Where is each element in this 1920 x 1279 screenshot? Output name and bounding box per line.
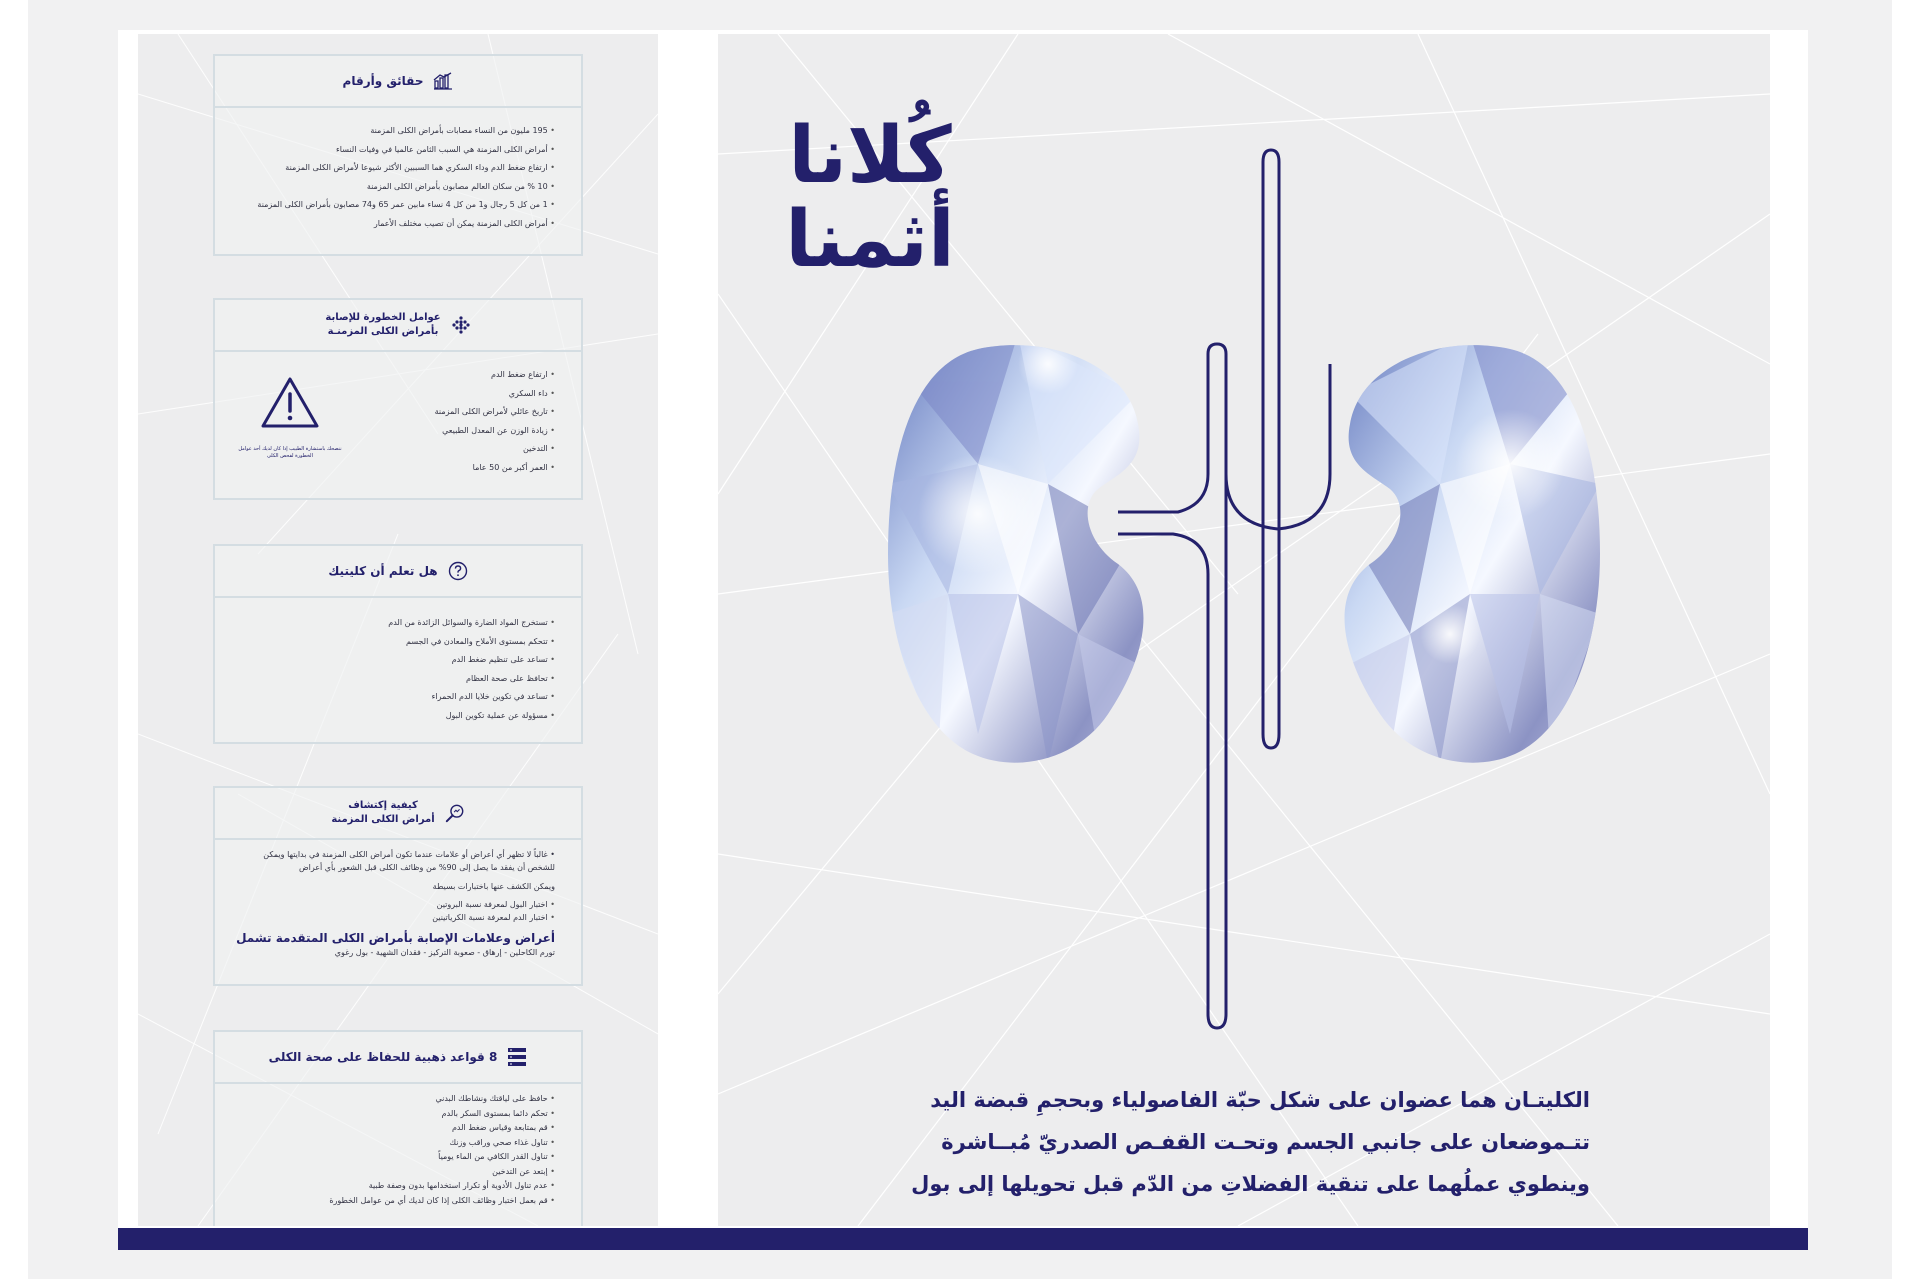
list-item: • حافظ على لياقتك ونشاطك البدني — [235, 1092, 555, 1107]
list-item: • إبتعد عن التدخين — [235, 1165, 555, 1180]
risk-body — [215, 352, 581, 491]
list-item: • أمراض الكلى المزمنة يمكن أن تصيب مختلف الأعمار — [235, 215, 555, 234]
detect-paragraph: • غالباً لا تظهر أي أعراض أو علامات عندما تكون أمراض الكلى المزمنة في بدايتها ويمكن للشخص أن يفقد ما يصل إلى 90% من وظائف الكلى قبل الشعور بأي أعراض — [263, 850, 555, 872]
list-rows-icon — [507, 1047, 527, 1067]
cover-panel — [718, 34, 1770, 1226]
detection-card — [213, 786, 583, 986]
detect-title-line1: كيفية إكتشاف — [348, 800, 418, 811]
risk-title — [325, 311, 440, 339]
brochure-description — [870, 1079, 1590, 1205]
description-line: تتـموضعان على جانبي الجسم وتحـت القفـص الصدريّ مُبــاشرة — [941, 1130, 1590, 1154]
detect-title-line2: أمراض الكلى المزمنة — [331, 814, 435, 825]
list-item: • العمر أكبر من 50 عاما — [345, 459, 555, 478]
know-title: هل تعلم أن كليتيك — [328, 564, 438, 578]
list-item: • زيادة الوزن عن المعدل الطبيعي — [345, 422, 555, 441]
bottom-accent-bar — [118, 1228, 1808, 1250]
right-kidney — [1330, 324, 1610, 784]
logo-line2: أثمنا — [785, 195, 955, 285]
list-item: • اختبار الدم لمعرفة نسبة الكرياتينين — [235, 911, 555, 924]
symptoms-heading: أعراض وعلامات الإصابة بأمراض الكلى المتقدمة تشمل — [236, 931, 555, 945]
list-item: • 1 من كل 5 رجال و1 من كل 4 نساء مابين عمر 65 و74 مصابون بأمراض الكلى المزمنة — [235, 196, 555, 215]
list-item: • ارتفاع ضغط الدم وداء السكري هما السببين الأكثر شيوعا لأمراض الكلى المزمنة — [235, 159, 555, 178]
info-panel — [138, 34, 658, 1226]
list-item: • مسؤولة عن عملية تكوين البول — [235, 707, 555, 726]
risk-factors-card — [213, 298, 583, 500]
did-you-know-card — [213, 544, 583, 744]
detect-paragraph2 — [235, 880, 555, 893]
rules-card-header — [215, 1032, 581, 1084]
risk-card-header — [215, 300, 581, 352]
know-body — [215, 598, 581, 739]
facts-title: حقائق وأرقام — [342, 74, 424, 88]
list-item: • تاريخ عائلي لأمراض الكلى المزمنة — [345, 403, 555, 422]
list-item: • أمراض الكلى المزمنة هي السبب الثامن عالميا في وفيات النساء — [235, 141, 555, 160]
list-item: • تساعد في تكوين خلايا الدم الحمراء — [235, 688, 555, 707]
list-item: • اختبار البول لمعرفة نسبة البروتين — [235, 898, 555, 911]
list-item: • تحكم دائما بمستوى السكر بالدم — [235, 1107, 555, 1122]
list-item: • تحافظ على صحة العظام — [235, 670, 555, 689]
risk-title-line1: عوامل الخطورة للإصابة — [325, 312, 441, 323]
rules-title: 8 قواعد ذهبية للحفاظ على صحة الكلى — [268, 1050, 498, 1064]
bar-chart-icon — [433, 71, 453, 91]
list-item: • تساعد على تنظيم ضغط الدم — [235, 651, 555, 670]
kidneys-illustration — [718, 34, 1770, 1034]
risk-title-line2: بأمراض الكلى المزمنـة — [327, 326, 439, 337]
warning-triangle-icon — [260, 423, 320, 432]
symptoms-text: تورم الكاحلين - إرهاق - صعوبة التركيز - فقدان الشهية - بول رغوي — [334, 948, 555, 957]
detect-para2: ويمكن الكشف عنها باختبارات بسيطة — [432, 882, 555, 891]
description-line: الكليتـان هما عضوان على شكل حبّة الفاصولياء وبحجمِ قبضة اليد — [930, 1088, 1590, 1112]
detect-title — [331, 799, 434, 827]
warning-box — [235, 366, 345, 477]
rules-body — [215, 1084, 581, 1222]
list-item: • 10 % من سكان العالم مصابون بأمراض الكلى المزمنة — [235, 178, 555, 197]
know-card-header — [215, 546, 581, 598]
list-item: • تناول القدر الكافي من الماء يومياً — [235, 1150, 555, 1165]
list-item: • التدخين — [345, 440, 555, 459]
golden-rules-card — [213, 1030, 583, 1226]
left-kidney — [878, 324, 1158, 784]
list-item: • 195 مليون من النساء مصابات بأمراض الكلى المزمنة — [235, 122, 555, 141]
detect-body — [215, 840, 581, 973]
list-item: • قم بعمل اختبار وظائف الكلى إذا كان لديك أي من عوامل الخطورة — [235, 1194, 555, 1209]
facts-body — [215, 108, 581, 247]
detect-card-header — [215, 788, 581, 840]
logo-line1: كُلانا — [788, 111, 952, 201]
facts-card — [213, 54, 583, 256]
description-line: وينطوي عملُهما على تنقية الفضلاتِ من الدّم قبل تحويلها إلى بول — [911, 1172, 1590, 1196]
list-item: • تناول غذاء صحي وراقب وزنك — [235, 1136, 555, 1151]
detect-para1: غالباً لا تظهر أي أعراض أو علامات عندما تكون أمراض الكلى المزمنة في بدايتها ويمكن للشخص أن يفقد ما يصل إلى 90% من وظائف الكلى قبل الشعور بأي أعراض — [263, 850, 555, 872]
list-item: • ارتفاع ضغط الدم — [345, 366, 555, 385]
warning-text: ننصحك باستشارة الطبيب إذا كان لديك أحد عوامل الخطورة لفحص الكلى — [238, 445, 342, 459]
magnifier-icon — [445, 803, 465, 823]
dots-grid-icon — [451, 315, 471, 335]
list-item: • داء السكري — [345, 385, 555, 404]
list-item: • تتحكم بمستوى الأملاح والمعادن في الجسم — [235, 633, 555, 652]
facts-card-header — [215, 56, 581, 108]
list-item: • قم بمتابعة وقياس ضغط الدم — [235, 1121, 555, 1136]
vessels-outline — [1118, 150, 1330, 1028]
list-item: • تستخرج المواد الضارة والسوائل الزائدة من الدم — [235, 614, 555, 633]
list-item: • عدم تناول الأدوية أو تكرار استخدامها بدون وصفة طبية — [235, 1179, 555, 1194]
question-circle-icon — [448, 561, 468, 581]
